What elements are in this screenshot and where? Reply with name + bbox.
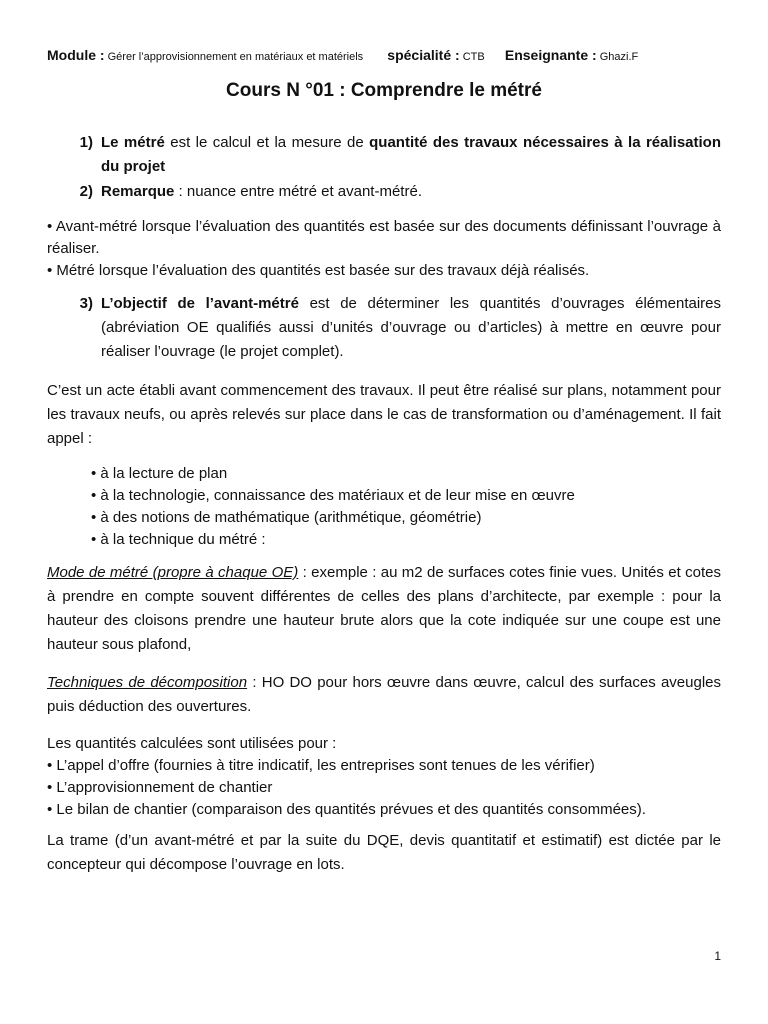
item-text: : nuance entre métré et avant-métré. [174,183,422,200]
item-number: 1) [79,134,93,151]
list-item: • à la technique du métré : [91,531,266,548]
numbered-item-1 [47,131,721,179]
paragraph-acte: C’est un acte établi avant commencement des travaux. Il peut être réalisé sur plans, notamment pour les travaux neufs, ou après relevés sur place dans le cas de transformation ou d’aménagement. Il fait appel : [47,382,721,447]
module-label: Module : [47,47,105,63]
mode-text: : exemple : au m2 de surfaces cotes finie vues. Unités et cotes à prendre en compte souvent différentes de celles des plans d’architecte, par exemple : pour la hauteur des cloisons prendre une hauteur brute alors que la cote indiquée sur une coupe est une hauteur sous plafond, [47,564,721,653]
quantites-intro: Les quantités calculées sont utilisées pour : [47,735,337,752]
specialite-value: CTB [462,51,485,63]
definitions [47,216,721,282]
item-lead: Remarque [101,183,175,200]
definition-avant-metre: • Avant-métré lorsque l’évaluation des quantités est basée sur des documents définissant l’ouvrage à réaliser. [47,218,721,257]
module-value: Gérer l’approvisionnement en matériaux et matériels [107,51,364,63]
enseignante-value: Ghazi.F [599,51,639,63]
item-text: est de déterminer les quantités d’ouvrages élémentaires (abréviation OE qualifiés aussi d’unités d’ouvrage ou d’articles) à mettre en œuvre pour réaliser l’ouvrage (le projet complet). [101,295,721,360]
paragraph-trame: La trame (d’un avant-métré et par la suite du DQE, devis quantitatif et estimatif) est dictée par le concepteur qui décompose l’ouvrage en lots. [47,832,721,873]
quantites-section [47,733,721,821]
list-item: • L’approvisionnement de chantier [47,779,273,796]
item-lead: L’objectif de l’avant-métré [101,295,299,312]
page-title: Cours N °01 : Comprendre le métré [226,80,542,101]
item-bold: quantité des travaux nécessaires à la réalisation du projet [101,134,722,175]
list-item: • L’appel d’offre (fournies à titre indicatif, les entreprises sont tenues de les vérifier) [47,757,595,774]
paragraph-techniques [47,671,721,719]
item-number: 3) [79,295,93,312]
item-lead: Le métré [101,134,165,151]
mode-label: Mode de métré (propre à chaque OE) [47,564,299,581]
item-number: 2) [79,183,93,200]
specialite-label: spécialité : [387,47,460,63]
appel-list [91,463,721,551]
list-item: • à des notions de mathématique (arithmétique, géométrie) [91,509,482,526]
list-item: • à la lecture de plan [91,465,228,482]
page-number: 1 [714,949,721,963]
techniques-label: Techniques de décomposition [47,674,248,691]
numbered-item-3 [47,292,721,364]
header [47,44,721,68]
list-item: • Le bilan de chantier (comparaison des quantités prévues et des quantités consommées). [47,801,646,818]
enseignante-label: Enseignante : [504,47,597,63]
list-item: • à la technologie, connaissance des matériaux et de leur mise en œuvre [91,487,575,504]
definition-metre: • Métré lorsque l’évaluation des quantités est basée sur des travaux déjà réalisés. [47,262,590,279]
numbered-item-2 [47,180,721,204]
paragraph-mode [47,561,721,657]
item-text: est le calcul et la mesure de [164,134,370,151]
techniques-text: : HO DO pour hors œuvre dans œuvre, calcul des surfaces aveugles puis déduction des ouvertures. [47,674,722,715]
